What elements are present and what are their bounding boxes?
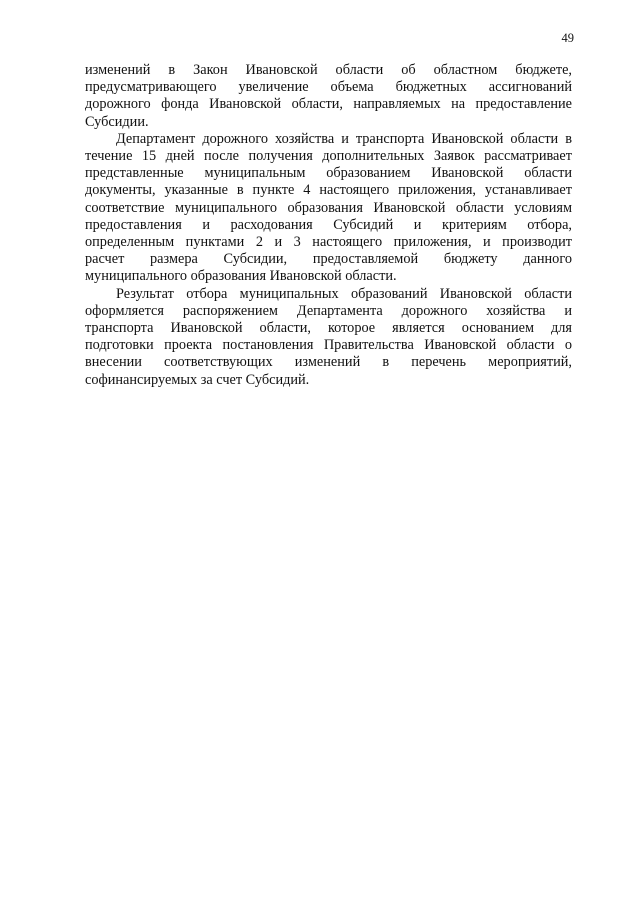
- paragraph-line: расчет размера Субсидии, предоставляемой бюджету данного: [85, 251, 572, 268]
- paragraph-line: софинансируемых за счет Субсидий.: [85, 371, 310, 388]
- paragraph-line: дорожного фонда Ивановской области, направляемых на предоставление: [85, 96, 572, 113]
- paragraph-line: муниципального образования Ивановской области.: [85, 268, 397, 285]
- paragraph-line: представленные муниципальным образованием Ивановской области: [85, 165, 572, 182]
- paragraph-line: документы, указанные в пункте 4 настоящего приложения, устанавливает: [85, 182, 572, 199]
- paragraph-line: соответствие муниципального образования Ивановской области условиям: [85, 199, 572, 216]
- paragraph-2: [85, 131, 572, 286]
- paragraph-line: течение 15 дней после получения дополнительных Заявок рассматривает: [85, 148, 572, 165]
- paragraph-3: [85, 286, 572, 389]
- paragraph-line: Департамент дорожного хозяйства и транспорта Ивановской области в: [116, 130, 572, 147]
- paragraph-line: предусматривающего увеличение объема бюджетных ассигнований: [85, 79, 572, 96]
- paragraph-line: предоставления и расходования Субсидий и критериям отбора,: [85, 216, 572, 233]
- paragraph-line: подготовки проекта постановления Правительства Ивановской области о: [85, 337, 572, 354]
- page-number: 49: [561, 31, 574, 45]
- paragraph-line: внесении соответствующих изменений в перечень мероприятий,: [85, 354, 572, 371]
- body-text: [85, 62, 572, 389]
- paragraph-line: определенным пунктами 2 и 3 настоящего приложения, и производит: [85, 234, 572, 251]
- paragraph-line: Субсидии.: [85, 113, 149, 130]
- paragraph-line: транспорта Ивановской области, которое является основанием для: [85, 320, 572, 337]
- paragraph-1: [85, 62, 572, 131]
- paragraph-line: Результат отбора муниципальных образований Ивановской области: [116, 285, 572, 302]
- paragraph-line: оформляется распоряжением Департамента дорожного хозяйства и: [85, 302, 572, 319]
- paragraph-line: изменений в Закон Ивановской области об областном бюджете,: [85, 62, 572, 78]
